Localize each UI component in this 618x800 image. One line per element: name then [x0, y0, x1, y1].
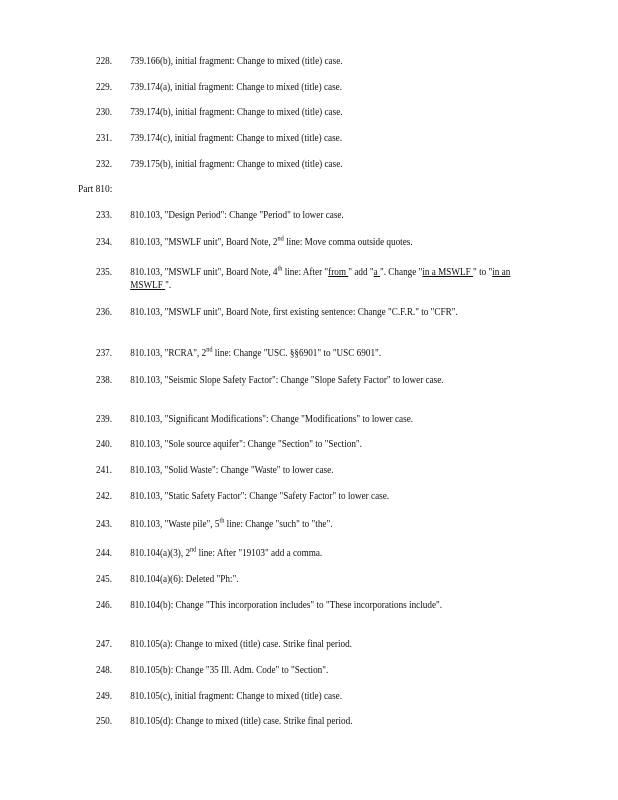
item-number: 229. — [96, 82, 113, 93]
item-text: 810.105(a): Change to mixed (title) case. Strike final period. — [130, 639, 352, 650]
list-item — [96, 573, 483, 586]
item-text: 810.104(a)(6): Deleted "Ph:". — [130, 574, 239, 585]
item-text: 810.103, "Static Safety Factor": Change "Safety Factor" to lower case. — [130, 491, 390, 502]
item-text: 810.103, "Significant Modifications": Change "Modifications" to lower case. — [130, 414, 414, 425]
item-number: 244. — [96, 548, 113, 559]
item-text: 739.174(b), initial fragment: Change to mixed (title) case. — [130, 107, 343, 118]
item-number: 247. — [96, 639, 113, 650]
item-text: 810.103, "RCRA", 2nd line: Change "USC. §§6901" to "USC 6901". — [130, 345, 382, 359]
item-number: 230. — [96, 107, 113, 118]
list-item — [96, 547, 483, 560]
list-item — [96, 490, 483, 503]
item-text: 810.105(c), initial fragment: Change to mixed (title) case. — [130, 691, 343, 702]
item-number: 232. — [96, 159, 113, 170]
item-text: 739.166(b), initial fragment: Change to mixed (title) case. — [130, 56, 343, 67]
list-item — [96, 518, 483, 531]
item-number: 234. — [96, 237, 113, 248]
list-item — [96, 438, 483, 451]
item-number: 240. — [96, 439, 113, 450]
item-text: 810.103, "Design Period": Change "Period" to lower case. — [130, 210, 344, 221]
item-text: 810.104(b): Change "This incorporation includes" to "These incorporations include". — [130, 600, 443, 611]
list-item — [96, 464, 483, 477]
item-number: 235. — [96, 267, 113, 278]
list-item — [96, 374, 483, 387]
list-item — [96, 638, 483, 651]
item-text: 739.174(a), initial fragment: Change to mixed (title) case. — [130, 82, 343, 93]
list-item — [96, 599, 483, 612]
item-text: 810.103, "Seismic Slope Safety Factor": Change "Slope Safety Factor" to lower case. — [130, 375, 444, 386]
item-text: 810.103, "Waste pile", 5th line: Change "such" to "the". — [130, 516, 333, 530]
item-number: 237. — [96, 348, 113, 359]
item-number: 249. — [96, 691, 113, 702]
list-item — [96, 158, 483, 171]
item-number: 242. — [96, 491, 113, 502]
item-text: 810.104(a)(3), 2nd line: After "19103" add a comma. — [130, 545, 323, 559]
list-item — [96, 132, 483, 145]
item-number: 241. — [96, 465, 113, 476]
list-item — [96, 236, 483, 249]
item-text: 810.103, "MSWLF unit", Board Note, first existing sentence: Change "C.F.R." to "CFR". — [130, 307, 458, 318]
list-item — [96, 81, 483, 94]
item-text: 810.103, "Sole source aquifer": Change "Section" to "Section". — [130, 439, 362, 450]
part-heading: Part 810: — [78, 184, 113, 195]
item-number: 233. — [96, 210, 113, 221]
list-item — [96, 715, 483, 728]
item-number: 238. — [96, 375, 113, 386]
list-item — [96, 306, 483, 319]
item-text: 810.103, "MSWLF unit", Board Note, 4th line: After "from " add "a ". Change "in a MSWLF " to "in an MSWLF ". — [130, 264, 511, 291]
item-text: 810.103, "MSWLF unit", Board Note, 2nd line: Move comma outside quotes. — [130, 234, 413, 248]
list-item — [96, 413, 483, 426]
item-number: 228. — [96, 56, 113, 67]
item-number: 236. — [96, 307, 113, 318]
item-text: 810.105(b): Change "35 Ill. Adm. Code" to "Section". — [130, 665, 329, 676]
item-number: 245. — [96, 574, 113, 585]
list-item — [96, 664, 483, 677]
item-text: 739.174(c), initial fragment: Change to mixed (title) case. — [130, 133, 343, 144]
item-number: 248. — [96, 665, 113, 676]
item-number: 231. — [96, 133, 113, 144]
item-number: 250. — [96, 716, 113, 727]
item-number: 243. — [96, 519, 113, 530]
item-text: 739.175(b), initial fragment: Change to mixed (title) case. — [130, 159, 343, 170]
list-item — [96, 55, 483, 68]
list-item — [96, 264, 511, 292]
item-number: 239. — [96, 414, 113, 425]
list-item — [96, 106, 483, 119]
item-number: 246. — [96, 600, 113, 611]
item-text: 810.103, "Solid Waste": Change "Waste" to lower case. — [130, 465, 334, 476]
list-item — [96, 347, 483, 360]
list-item — [96, 690, 483, 703]
list-item — [96, 209, 483, 222]
item-text: 810.105(d): Change to mixed (title) case. Strike final period. — [130, 716, 353, 727]
